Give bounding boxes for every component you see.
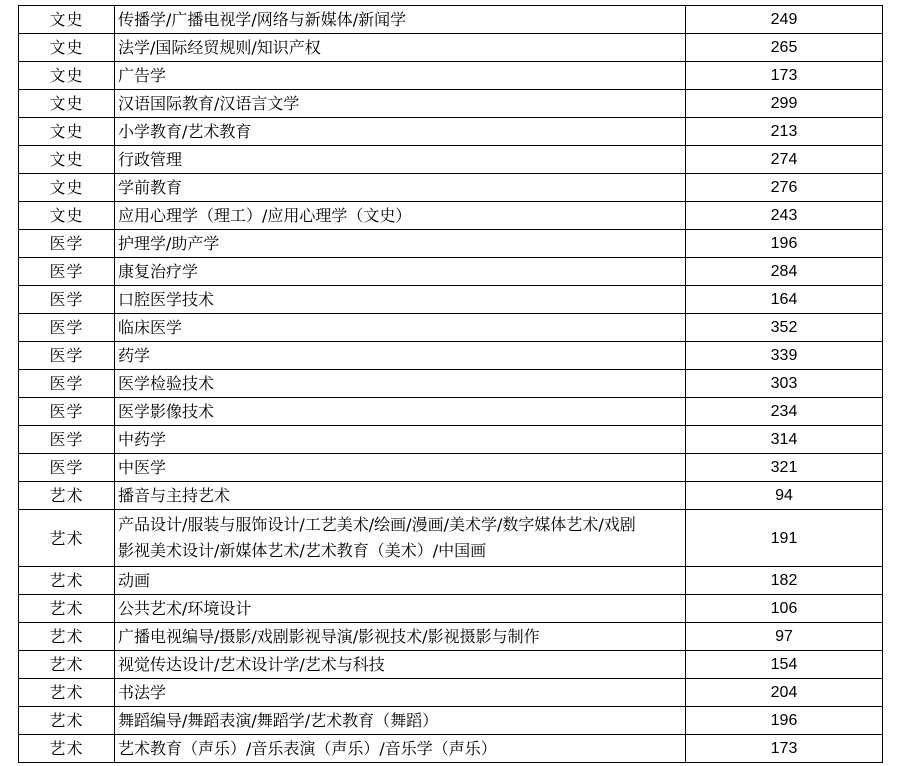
major-cell: 动画 [115, 567, 686, 595]
table-row [19, 286, 883, 314]
table-row [19, 202, 883, 230]
table-row [19, 454, 883, 482]
table-row [19, 118, 883, 146]
table-row [19, 230, 883, 258]
major-line: 产品设计/服装与服饰设计/工艺美术/绘画/漫画/美术学/数字媒体艺术/戏剧 [118, 515, 636, 534]
major-cell: 口腔医学技术 [115, 286, 686, 314]
major-cell: 舞蹈编导/舞蹈表演/舞蹈学/艺术教育（舞蹈） [115, 707, 686, 735]
category-cell: 文史 [19, 34, 115, 62]
score-cell: 249 [686, 6, 883, 34]
score-cell: 106 [686, 595, 883, 623]
table-body [19, 6, 883, 763]
major-cell: 广播电视编导/摄影/戏剧影视导演/影视技术/影视摄影与制作 [115, 623, 686, 651]
major-cell: 医学检验技术 [115, 370, 686, 398]
major-cell: 应用心理学（理工）/应用心理学（文史） [115, 202, 686, 230]
table-row [19, 482, 883, 510]
score-cell: 321 [686, 454, 883, 482]
score-cell: 284 [686, 258, 883, 286]
score-cell: 274 [686, 146, 883, 174]
major-cell: 汉语国际教育/汉语言文学 [115, 90, 686, 118]
category-cell: 艺术 [19, 623, 115, 651]
table-row [19, 34, 883, 62]
category-cell: 文史 [19, 62, 115, 90]
score-cell: 234 [686, 398, 883, 426]
table-row [19, 258, 883, 286]
major-line: 影视美术设计/新媒体艺术/艺术教育（美术）/中国画 [118, 541, 487, 560]
score-cell: 213 [686, 118, 883, 146]
major-cell: 临床医学 [115, 314, 686, 342]
major-cell: 艺术教育（声乐）/音乐表演（声乐）/音乐学（声乐） [115, 735, 686, 763]
category-cell: 艺术 [19, 595, 115, 623]
category-cell: 艺术 [19, 707, 115, 735]
category-cell: 医学 [19, 342, 115, 370]
score-cell: 154 [686, 651, 883, 679]
major-cell: 小学教育/艺术教育 [115, 118, 686, 146]
category-cell: 艺术 [19, 510, 115, 567]
score-cell: 173 [686, 735, 883, 763]
score-cell: 204 [686, 679, 883, 707]
table-row [19, 623, 883, 651]
major-cell: 传播学/广播电视学/网络与新媒体/新闻学 [115, 6, 686, 34]
major-cell: 学前教育 [115, 174, 686, 202]
score-cell: 164 [686, 286, 883, 314]
category-cell: 文史 [19, 118, 115, 146]
category-cell: 医学 [19, 230, 115, 258]
score-cell: 339 [686, 342, 883, 370]
major-cell: 药学 [115, 342, 686, 370]
category-cell: 艺术 [19, 679, 115, 707]
major-cell: 护理学/助产学 [115, 230, 686, 258]
table-row [19, 398, 883, 426]
category-cell: 艺术 [19, 735, 115, 763]
score-cell: 94 [686, 482, 883, 510]
category-cell: 医学 [19, 454, 115, 482]
score-cell: 191 [686, 510, 883, 567]
category-cell: 文史 [19, 174, 115, 202]
table-row [19, 146, 883, 174]
table-row [19, 510, 883, 567]
major-cell: 公共艺术/环境设计 [115, 595, 686, 623]
score-cell: 265 [686, 34, 883, 62]
category-cell: 医学 [19, 314, 115, 342]
majors-score-table [18, 5, 883, 763]
major-cell: 行政管理 [115, 146, 686, 174]
major-cell [115, 510, 686, 567]
major-cell: 视觉传达设计/艺术设计学/艺术与科技 [115, 651, 686, 679]
score-cell: 303 [686, 370, 883, 398]
category-cell: 医学 [19, 398, 115, 426]
table-row [19, 62, 883, 90]
score-cell: 243 [686, 202, 883, 230]
major-cell: 书法学 [115, 679, 686, 707]
table-row [19, 90, 883, 118]
table-row [19, 567, 883, 595]
score-cell: 314 [686, 426, 883, 454]
score-cell: 182 [686, 567, 883, 595]
table-row [19, 651, 883, 679]
score-cell: 196 [686, 707, 883, 735]
table-row [19, 342, 883, 370]
table-row [19, 707, 883, 735]
table-row [19, 314, 883, 342]
table-row [19, 426, 883, 454]
category-cell: 文史 [19, 6, 115, 34]
score-cell: 352 [686, 314, 883, 342]
category-cell: 医学 [19, 258, 115, 286]
category-cell: 文史 [19, 90, 115, 118]
table-row [19, 735, 883, 763]
major-cell: 播音与主持艺术 [115, 482, 686, 510]
category-cell: 艺术 [19, 482, 115, 510]
score-cell: 173 [686, 62, 883, 90]
major-cell: 医学影像技术 [115, 398, 686, 426]
category-cell: 医学 [19, 426, 115, 454]
table-row [19, 174, 883, 202]
table-row [19, 679, 883, 707]
category-cell: 艺术 [19, 567, 115, 595]
score-cell: 276 [686, 174, 883, 202]
category-cell: 艺术 [19, 651, 115, 679]
score-cell: 299 [686, 90, 883, 118]
table-row [19, 595, 883, 623]
major-cell: 法学/国际经贸规则/知识产权 [115, 34, 686, 62]
category-cell: 文史 [19, 146, 115, 174]
score-cell: 97 [686, 623, 883, 651]
score-cell: 196 [686, 230, 883, 258]
category-cell: 医学 [19, 370, 115, 398]
major-cell: 广告学 [115, 62, 686, 90]
table-row [19, 6, 883, 34]
major-cell: 中药学 [115, 426, 686, 454]
category-cell: 文史 [19, 202, 115, 230]
table-row [19, 370, 883, 398]
category-cell: 医学 [19, 286, 115, 314]
major-cell: 中医学 [115, 454, 686, 482]
major-cell: 康复治疗学 [115, 258, 686, 286]
